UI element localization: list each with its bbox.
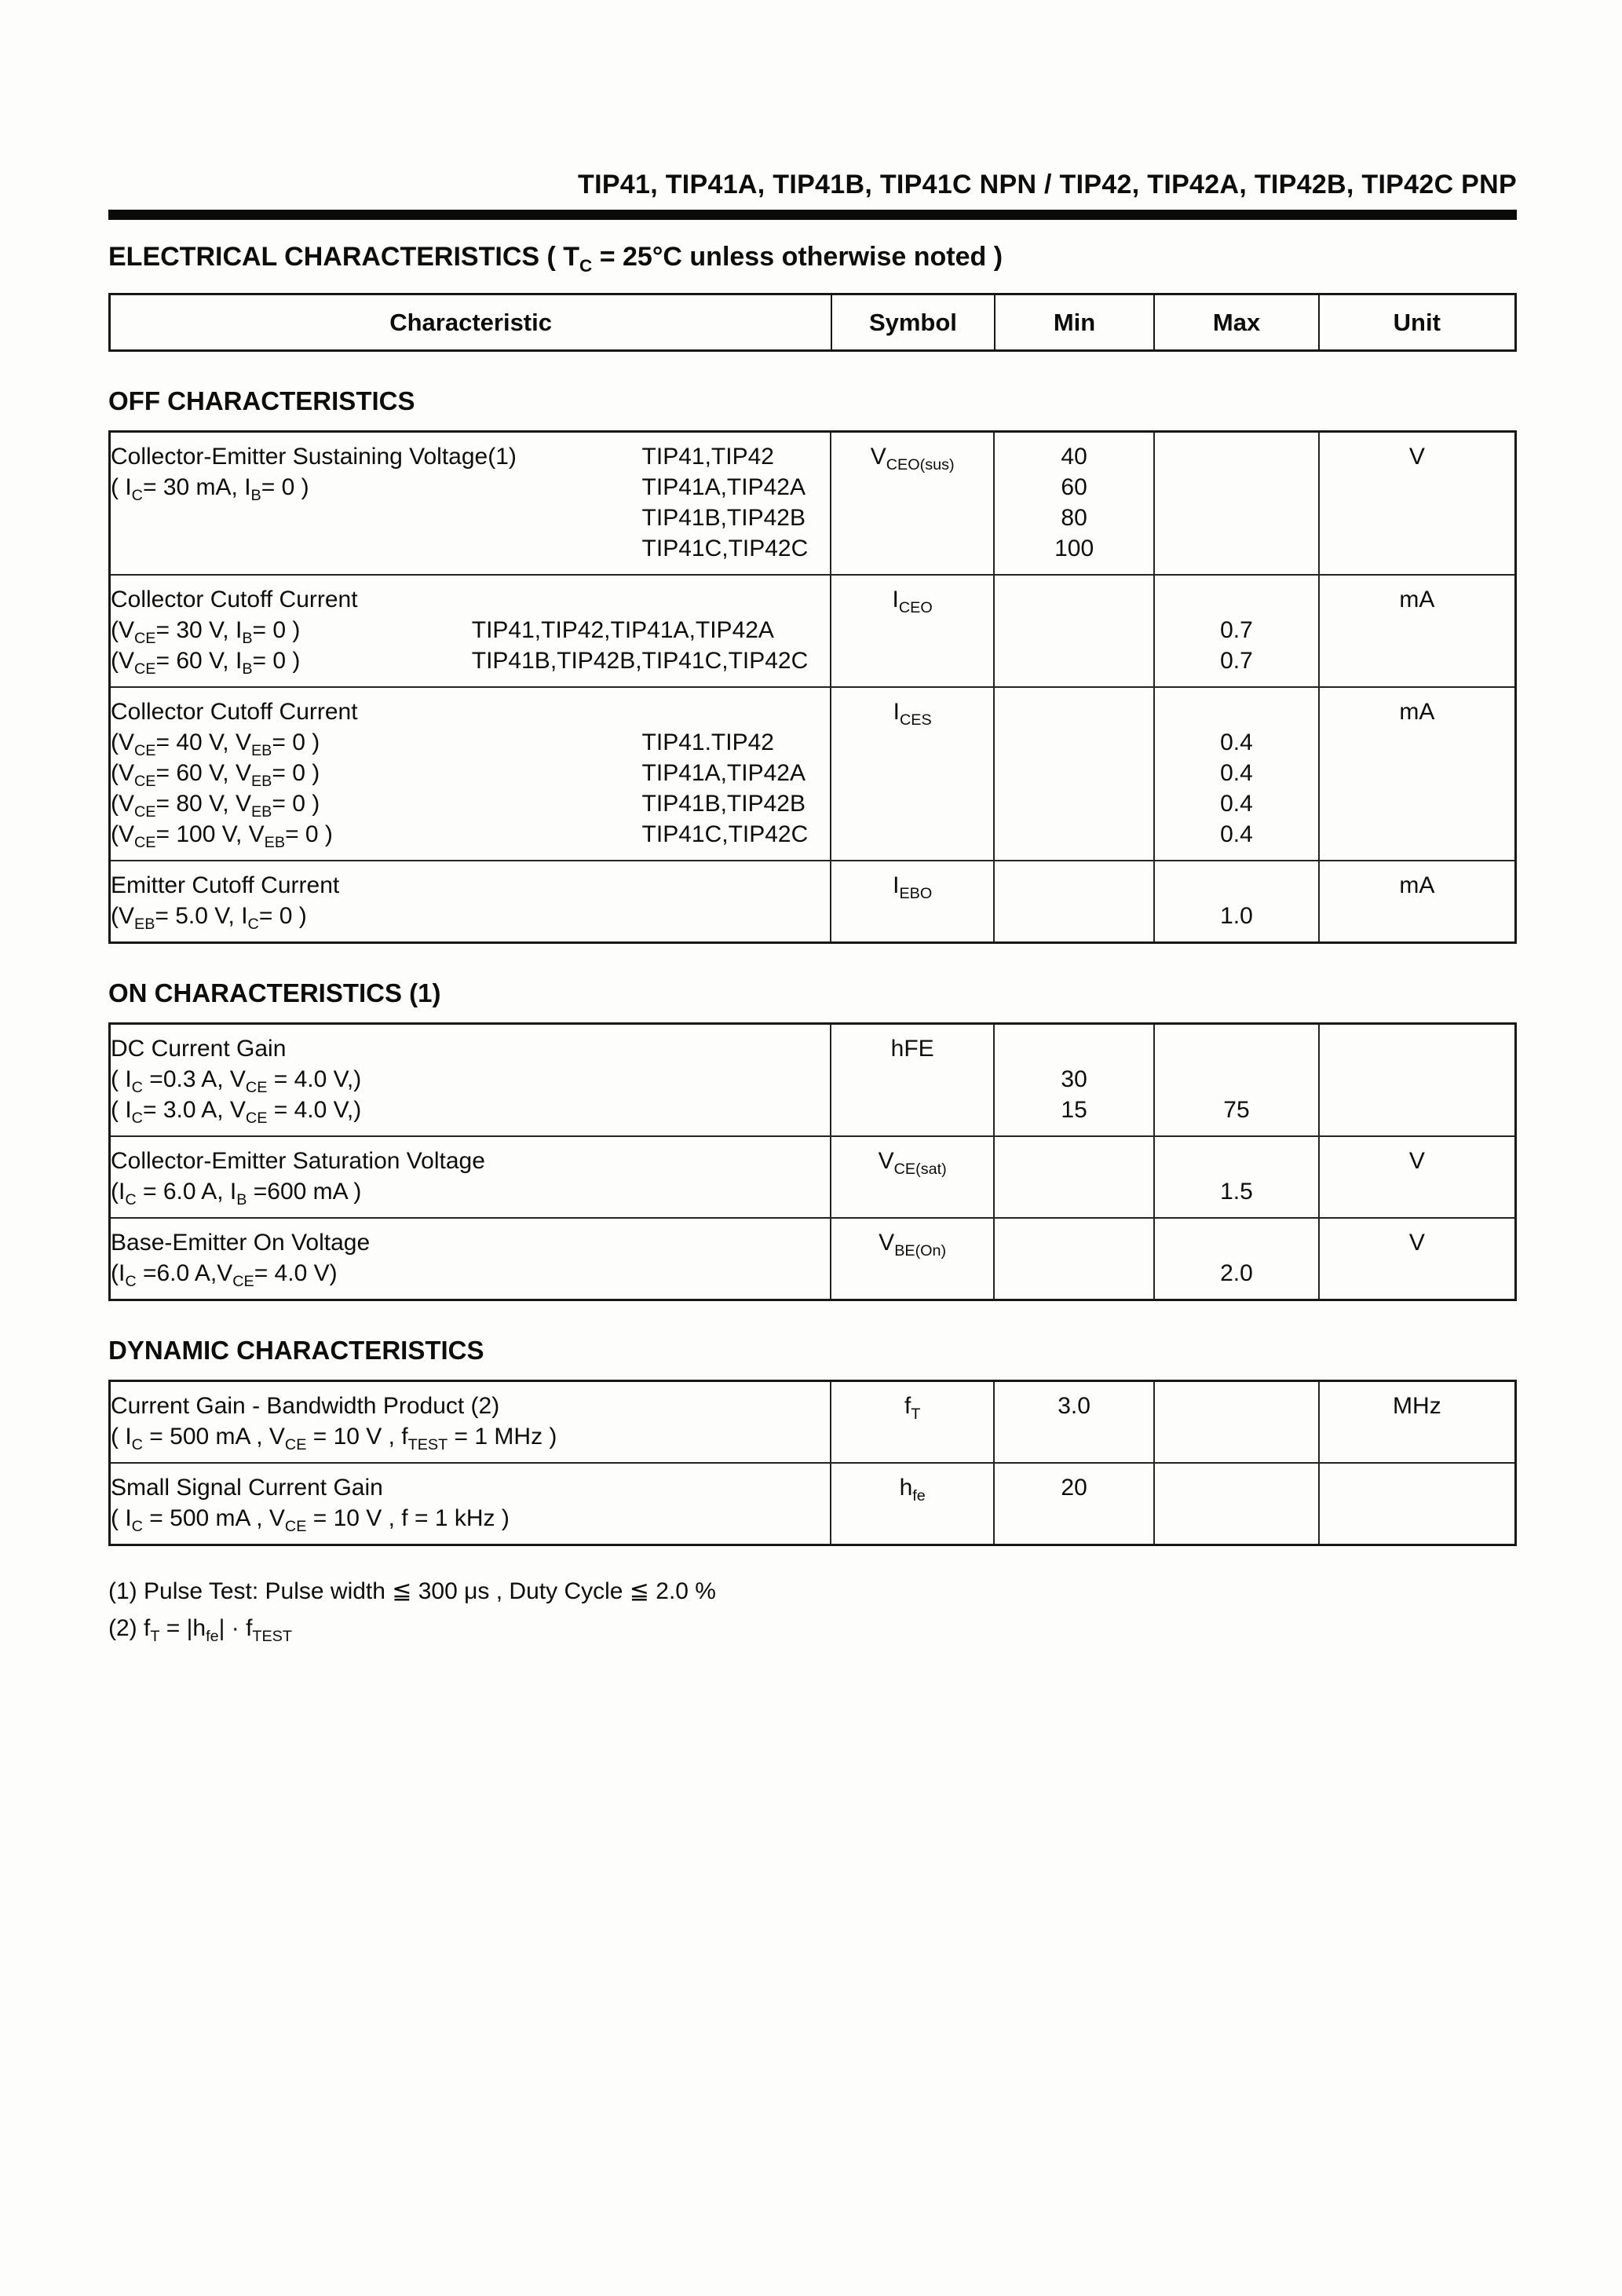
unit-value: mA	[1399, 699, 1435, 725]
characteristic-lines	[111, 696, 830, 850]
device-list	[802, 1258, 830, 1289]
characteristic-cell	[110, 575, 831, 687]
min-cell	[994, 1381, 1154, 1464]
characteristic-line	[111, 819, 830, 850]
max-value	[1155, 1146, 1318, 1176]
characteristic-line	[111, 788, 830, 819]
symbol-value: $I_{EBO}$	[893, 872, 933, 902]
characteristic-text: ( $I_C= 30$ mA, $I_B= 0$ )	[111, 474, 309, 504]
main-heading	[108, 242, 1517, 276]
device-list: TIP41B,TIP42B	[641, 791, 806, 817]
max-value: 1.5	[1220, 1179, 1253, 1205]
max-cell	[1154, 1136, 1319, 1218]
characteristic-line	[111, 533, 830, 564]
characteristic-line	[111, 1258, 830, 1289]
characteristic-cell	[110, 1136, 831, 1218]
header-divider-bar	[108, 210, 1517, 220]
max-value	[1155, 584, 1318, 615]
characteristic-text: Current Gain - Bandwidth Product (2)	[111, 1393, 500, 1419]
min-value: 3.0	[1058, 1393, 1090, 1419]
column-header-max: Max	[1153, 295, 1317, 349]
unit-cell	[1319, 1024, 1516, 1137]
characteristic-line	[111, 584, 830, 615]
device-list	[642, 696, 831, 727]
device-list	[802, 1146, 830, 1176]
characteristic-line	[111, 1033, 830, 1064]
footnote-1: (1) Pulse Test: Pulse width ≦ 300 μs , Duty Cycle ≦ 2.0 %	[108, 1578, 716, 1604]
max-cell	[1154, 1381, 1319, 1464]
footnote-2: (2) $f_T = |h_{fe}| \cdot f_{TEST}$	[108, 1615, 292, 1645]
characteristic-text: Base-Emitter On Voltage	[111, 1230, 371, 1256]
min-value: 100	[1054, 536, 1094, 561]
characteristic-line	[111, 1227, 830, 1258]
symbol-value: $h_{fe}$	[899, 1475, 926, 1504]
characteristic-line	[111, 645, 830, 676]
characteristic-line	[111, 1095, 830, 1125]
characteristic-line	[111, 901, 830, 931]
characteristic-text: ($V_{CE}= 60$ V, $V_{EB}= 0$ )	[111, 760, 320, 790]
characteristic-text: Collector-Emitter Sustaining Voltage(1)	[111, 444, 517, 470]
device-list: TIP41B,TIP42B	[641, 505, 806, 531]
table-row	[110, 687, 1516, 861]
column-header-min: Min	[994, 295, 1154, 349]
characteristic-lines	[111, 1227, 830, 1289]
table-off-characteristics	[108, 430, 1517, 944]
characteristic-text: ( $I_C= 3.0$ A, $V_{CE} = 4.0$ V,)	[111, 1097, 362, 1127]
min-value: 20	[1061, 1475, 1087, 1501]
max-cell	[1154, 575, 1319, 687]
device-list	[802, 1176, 830, 1207]
device-list	[802, 1472, 830, 1503]
characteristic-lines	[111, 441, 830, 564]
characteristic-lines	[111, 1146, 830, 1207]
characteristic-line	[111, 1146, 830, 1176]
max-value: 0.4	[1220, 821, 1253, 847]
symbol-value: $I_{CES}$	[893, 699, 932, 729]
characteristic-lines	[111, 1033, 830, 1125]
unit-value: MHz	[1393, 1393, 1441, 1419]
characteristic-text	[111, 533, 642, 564]
max-cell	[1154, 1218, 1319, 1300]
unit-value	[1320, 1472, 1514, 1503]
max-cell	[1154, 432, 1319, 576]
characteristic-cell	[110, 432, 831, 576]
table-row	[110, 861, 1516, 943]
characteristic-text: ( $I_C =0.3$ A, $V_{CE} = 4.0$ V,)	[111, 1066, 362, 1096]
table-on-characteristics	[108, 1022, 1517, 1301]
min-cell	[994, 432, 1154, 576]
symbol-value: $I_{CEO}$	[892, 587, 933, 616]
max-value: 0.4	[1220, 760, 1253, 786]
table-row	[110, 1024, 1516, 1137]
table-row	[110, 432, 1516, 576]
table-row	[110, 1136, 1516, 1218]
min-cell	[994, 687, 1154, 861]
characteristic-text: ($V_{CE}= 80$ V, $V_{EB}= 0$ )	[111, 791, 320, 821]
column-header-symbol: Symbol	[831, 295, 993, 349]
page-content	[108, 0, 1517, 1647]
section-title-off-characteristics: OFF CHARACTERISTICS	[108, 386, 415, 415]
symbol-cell	[831, 1218, 994, 1300]
max-value: 0.4	[1220, 729, 1253, 755]
min-value: 15	[1061, 1097, 1087, 1123]
max-cell	[1154, 1024, 1319, 1137]
characteristic-line	[111, 1421, 830, 1452]
device-list: TIP41A,TIP42A	[641, 474, 806, 500]
characteristic-line	[111, 727, 830, 758]
characteristic-text: ($V_{CE}= 30$ V, $I_B= 0$ )	[111, 617, 301, 647]
min-cell	[994, 575, 1154, 687]
characteristic-line	[111, 870, 830, 901]
characteristic-text: Collector Cutoff Current	[111, 587, 358, 612]
unit-value	[1320, 1033, 1514, 1064]
device-list	[472, 584, 831, 615]
device-list	[802, 1033, 830, 1064]
characteristic-line	[111, 696, 830, 727]
characteristic-line	[111, 1472, 830, 1503]
characteristic-text: ($V_{CE}= 60$ V, $I_B= 0$ )	[111, 648, 301, 678]
characteristic-lines	[111, 584, 830, 676]
device-list	[802, 1421, 830, 1452]
symbol-value: $f_T$	[904, 1393, 921, 1423]
characteristic-line	[111, 441, 830, 472]
device-list: TIP41,TIP42	[641, 444, 774, 470]
unit-cell	[1319, 575, 1516, 687]
max-cell	[1154, 861, 1319, 943]
min-cell	[994, 1024, 1154, 1137]
characteristic-cell	[110, 1218, 831, 1300]
device-list	[802, 1095, 830, 1125]
unit-value: mA	[1399, 587, 1435, 612]
section-title-on-characteristics: ON CHARACTERISTICS (1)	[108, 978, 441, 1007]
max-value: 75	[1223, 1097, 1250, 1123]
unit-value: V	[1408, 444, 1425, 470]
characteristic-text: Small Signal Current Gain	[111, 1475, 383, 1501]
device-list: TIP41,TIP42,TIP41A,TIP42A	[471, 617, 774, 643]
unit-value: V	[1408, 1230, 1425, 1256]
device-list	[802, 1064, 830, 1095]
footnotes	[108, 1573, 1517, 1647]
max-value: 0.7	[1220, 617, 1253, 643]
characteristic-text: ($V_{CE}= 100$ V, $V_{EB}= 0$ )	[111, 821, 333, 851]
symbol-cell	[831, 687, 994, 861]
characteristic-text: Emitter Cutoff Current	[111, 872, 340, 898]
device-list	[802, 1227, 830, 1258]
symbol-cell	[831, 1463, 994, 1545]
unit-cell	[1319, 1463, 1516, 1545]
device-list: TIP41B,TIP42B,TIP41C,TIP42C	[471, 648, 809, 674]
characteristic-line	[111, 615, 830, 645]
table-row	[110, 1381, 1516, 1464]
min-value: 30	[1061, 1066, 1087, 1092]
symbol-cell	[831, 1381, 994, 1464]
characteristic-line	[111, 472, 830, 503]
characteristic-text: ($V_{EB}= 5.0$ V, $I_C= 0$ )	[111, 903, 307, 933]
device-list	[802, 1391, 830, 1421]
max-cell	[1154, 687, 1319, 861]
unit-cell	[1319, 432, 1516, 576]
min-value: 40	[1061, 444, 1087, 470]
device-list: TIP41C,TIP42C	[641, 821, 809, 847]
characteristic-lines	[111, 870, 830, 931]
min-cell	[994, 1463, 1154, 1545]
characteristic-line	[111, 1391, 830, 1421]
characteristic-line	[111, 1503, 830, 1534]
max-value: 2.0	[1220, 1260, 1253, 1286]
characteristic-cell	[110, 687, 831, 861]
characteristic-text: DC Current Gain	[111, 1036, 287, 1062]
max-value	[1155, 1064, 1318, 1095]
characteristic-text: ($I_C =6.0$ $A,V_{CE}= 4.0$ V)	[111, 1260, 338, 1290]
max-value: 0.4	[1220, 791, 1253, 817]
main-heading-text: ELECTRICAL CHARACTERISTICS ( $T_C = 25^\circ C$ unless otherwise noted )	[108, 242, 1003, 276]
characteristic-lines	[111, 1391, 830, 1452]
characteristic-cell	[110, 1024, 831, 1137]
unit-cell	[1319, 1136, 1516, 1218]
symbol-cell	[831, 575, 994, 687]
characteristic-text	[111, 503, 642, 533]
device-list: TIP41A,TIP42A	[641, 760, 806, 786]
max-value	[1155, 870, 1318, 901]
sections-container	[108, 386, 1517, 1546]
device-list	[802, 870, 830, 901]
table-row	[110, 1463, 1516, 1545]
symbol-cell	[831, 1024, 994, 1137]
characteristic-line	[111, 758, 830, 788]
symbol-value: $V_{CE(sat)}$	[878, 1148, 947, 1178]
characteristic-cell	[110, 861, 831, 943]
device-list	[802, 901, 830, 931]
max-value	[1155, 1227, 1318, 1258]
symbol-value: $V_{BE(On)}$	[879, 1230, 947, 1260]
max-cell	[1154, 1463, 1319, 1545]
characteristic-text: ($V_{CE}= 40$ V, $V_{EB}= 0$ )	[111, 729, 320, 759]
table-header-row	[108, 293, 1517, 352]
table-dynamic-characteristics	[108, 1380, 1517, 1546]
min-cell	[994, 1136, 1154, 1218]
column-header-characteristic: Characteristic	[389, 309, 552, 336]
max-value: 1.0	[1220, 903, 1253, 929]
characteristic-text: ( $I_C = 500$ mA , $V_{CE} = 10$ V , f = 1 kHz )	[111, 1505, 510, 1535]
symbol-value: $V_{CEO(sus)}$	[870, 444, 955, 473]
characteristic-line	[111, 503, 830, 533]
characteristic-text: ($I_C = 6.0$ A, $I_B =600$ mA )	[111, 1179, 362, 1208]
unit-value: mA	[1399, 872, 1435, 898]
min-cell	[994, 861, 1154, 943]
max-value: 0.7	[1220, 648, 1253, 674]
unit-value: V	[1408, 1148, 1425, 1174]
characteristic-cell	[110, 1381, 831, 1464]
characteristic-lines	[111, 1472, 830, 1534]
unit-cell	[1319, 1381, 1516, 1464]
max-value	[1155, 1033, 1318, 1064]
symbol-cell	[831, 432, 994, 576]
column-header-unit: Unit	[1318, 295, 1514, 349]
characteristic-line	[111, 1064, 830, 1095]
min-value: 80	[1061, 505, 1087, 531]
device-list	[802, 1503, 830, 1534]
min-value: 60	[1061, 474, 1087, 500]
min-value	[995, 1033, 1153, 1064]
min-cell	[994, 1218, 1154, 1300]
table-row	[110, 1218, 1516, 1300]
max-value	[1155, 696, 1318, 727]
symbol-cell	[831, 1136, 994, 1218]
characteristic-cell	[110, 1463, 831, 1545]
device-list: TIP41C,TIP42C	[641, 536, 809, 561]
characteristic-text: Collector Cutoff Current	[111, 699, 358, 725]
unit-cell	[1319, 861, 1516, 943]
table-row	[110, 575, 1516, 687]
characteristic-line	[111, 1176, 830, 1207]
symbol-cell	[831, 861, 994, 943]
document-header-title: TIP41, TIP41A, TIP41B, TIP41C NPN / TIP42, TIP42A, TIP42B, TIP42C PNP	[578, 170, 1517, 199]
characteristic-text: Collector-Emitter Saturation Voltage	[111, 1148, 485, 1174]
device-list: TIP41.TIP42	[641, 729, 774, 755]
symbol-value: hFE	[890, 1036, 934, 1062]
section-title-dynamic-characteristics: DYNAMIC CHARACTERISTICS	[108, 1336, 484, 1365]
characteristic-text: ( $I_C = 500$ mA , $V_{CE} = 10$ V , $f_{TEST} = 1$ MHz )	[111, 1424, 557, 1453]
unit-cell	[1319, 687, 1516, 861]
unit-cell	[1319, 1218, 1516, 1300]
